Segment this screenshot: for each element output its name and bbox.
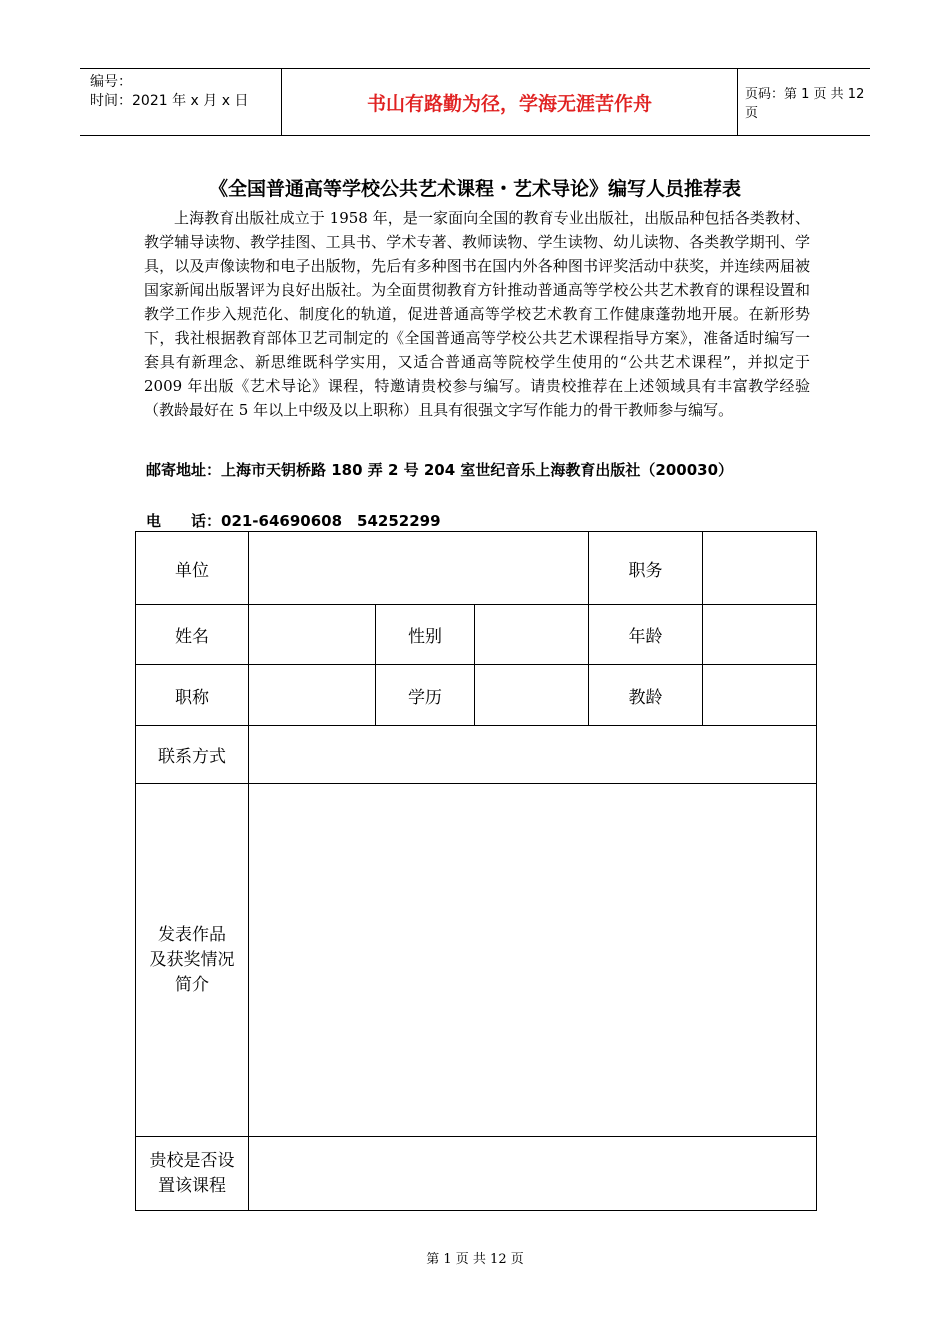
unit-field[interactable] — [249, 532, 589, 605]
unit-label: 单位 — [136, 532, 249, 605]
name-label: 姓名 — [136, 605, 249, 665]
course-label — [136, 1137, 249, 1211]
works-label — [136, 784, 249, 1137]
title-label: 职称 — [136, 665, 249, 726]
phone-line: 电 话：021-64690608 54252299 — [146, 512, 441, 530]
page-header — [80, 68, 870, 136]
name-field[interactable] — [249, 605, 376, 665]
course-label-line2: 置该课程 — [158, 1175, 226, 1196]
education-field[interactable] — [475, 665, 589, 726]
document-title: 《全国普通高等学校公共艺术课程・艺术导论》编写人员推荐表 — [208, 178, 741, 200]
age-label: 年龄 — [589, 605, 703, 665]
time-label: 时间：2021 年 x 月 x 日 — [90, 93, 249, 109]
age-field[interactable] — [703, 605, 817, 665]
page-footer: 第 1 页 共 12 页 — [426, 1252, 524, 1267]
gender-field[interactable] — [475, 605, 589, 665]
teaching-years-label: 教龄 — [589, 665, 703, 726]
works-label-line1: 发表作品 — [158, 924, 226, 945]
intro-paragraph: 上海教育出版社成立于 1958 年，是一家面向全国的教育专业出版社，出版品种包括各类教材、教学辅导读物、教学挂图、工具书、学术专著、教师读物、学生读物、幼儿读物、各类教学期刊、学具，以及声像读物和电子出版物，先后有多种图书在国内外各种图书评奖活动中获奖，并连续两届被国家新闻出版署评为良好出版社。为全面贯彻教育方针推动普通高等学校公共艺术教育的课程设置和教学工作步入规范化、制度化的轨道，促进普通高等学校艺术教育工作健康蓬勃地开展。在新形势下，我社根据教育部体卫艺司制定的《全国普通高等学校公共艺术课程指导方案》，准备适时编写一套具有新理念、新思维既科学实用，又适合普通高等院校学生使用的“公共艺术课程”，并拟定于 2009 年出版《艺术导论》课程，特邀请贵校参与编写。请贵校推荐在上述领域具有丰富教学经验（教龄最好在 5 年以上中级及以上职称）且具有很强文字写作能力的骨干教师参与编写。 — [144, 209, 810, 419]
teaching-years-field[interactable] — [703, 665, 817, 726]
contact-field[interactable] — [249, 726, 817, 784]
header-motto: 书山有路勤为径，学海无涯苦作舟 — [282, 69, 738, 135]
number-label: 编号： — [90, 74, 132, 90]
position-field[interactable] — [703, 532, 817, 605]
position-label: 职务 — [589, 532, 703, 605]
works-label-line3: 简介 — [175, 974, 209, 995]
intro-section — [144, 206, 810, 422]
mailing-address: 邮寄地址：上海市天钥桥路 180 弄 2 号 204 室世纪音乐上海教育出版社（200030） — [146, 461, 734, 479]
gender-label: 性别 — [376, 605, 475, 665]
header-page-info: 页码：第 1 页 共 12 页 — [745, 87, 865, 121]
contact-label: 联系方式 — [136, 726, 249, 784]
title-field[interactable] — [249, 665, 376, 726]
header-meta — [80, 69, 282, 135]
recommendation-form — [135, 531, 817, 1211]
course-field[interactable] — [249, 1137, 817, 1211]
works-label-line2: 及获奖情况 — [149, 949, 235, 970]
works-field[interactable] — [249, 784, 817, 1137]
education-label: 学历 — [376, 665, 475, 726]
course-label-line1: 贵校是否设 — [149, 1150, 235, 1171]
